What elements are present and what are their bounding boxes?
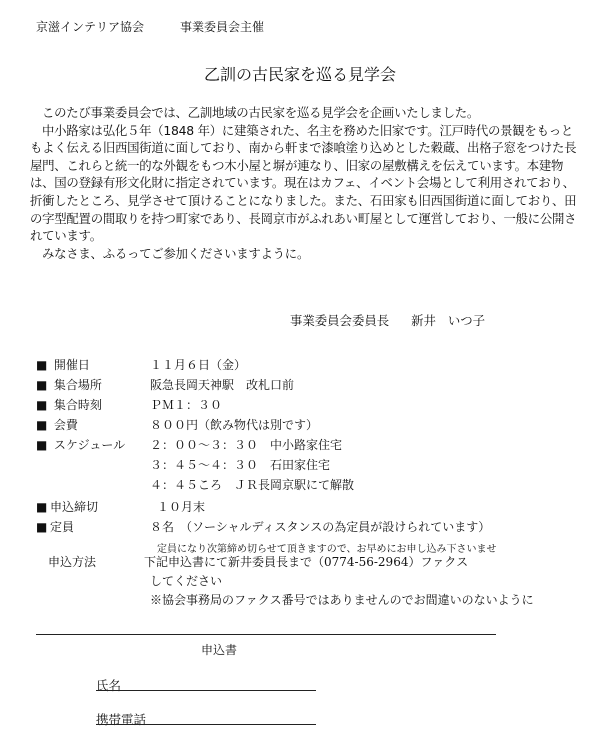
body-text bbox=[30, 104, 578, 262]
detail-date bbox=[36, 356, 90, 373]
detail-schedule bbox=[36, 436, 125, 453]
detail-date-value: １１月６日（金） bbox=[150, 358, 247, 372]
detail-schedule-label: スケジュール bbox=[53, 438, 126, 452]
signature-given-name: いつ子 bbox=[447, 313, 486, 328]
detail-capacity-note: 定員になり次第締め切らせて頂きますので、お早めにお申し込み下さいませ bbox=[157, 544, 497, 555]
phone-field[interactable] bbox=[96, 724, 316, 725]
detail-place-label: 集合場所 bbox=[53, 378, 102, 392]
detail-time bbox=[36, 396, 102, 413]
phone-label: 携帯電話 bbox=[96, 712, 147, 727]
application-line-1: 下記申込書にて新井委員長まで（0774-56-2964）ファクス bbox=[144, 555, 469, 569]
document-title: 乙訓の古民家を巡る見学会 bbox=[203, 65, 396, 84]
detail-time-label: 集合時刻 bbox=[53, 398, 102, 412]
bullet-icon: ■ bbox=[36, 398, 48, 412]
detail-deadline-value: １０月末 bbox=[157, 500, 206, 514]
body-paragraph-intro: このたび事業委員会では、乙訓地域の古民家を巡る見学会を企画いたしました。 bbox=[42, 105, 480, 120]
detail-fee-value: ８００円（飲み物代は別です） bbox=[150, 418, 319, 432]
detail-capacity-value: ８名 （ソーシャルディスタンスの為定員が設けられています） bbox=[150, 520, 491, 534]
bullet-icon: ■ bbox=[36, 438, 48, 452]
body-paragraph-closing: みなさま、ふるってご参加くださいますように。 bbox=[42, 245, 310, 261]
name-label: 氏名 bbox=[96, 678, 122, 693]
application-line-3: ※協会事務局のファクス番号ではありませんのでお間違いのないように bbox=[150, 593, 534, 607]
application-line-2: してください bbox=[150, 574, 223, 588]
bullet-icon: ■ bbox=[36, 418, 48, 432]
bullet-icon: ■ bbox=[36, 520, 48, 534]
detail-capacity-label: 定員 bbox=[50, 520, 75, 534]
schedule-item: ３：４５～４：３０ 石田家住宅 bbox=[150, 458, 331, 472]
detail-place bbox=[36, 376, 102, 393]
bullet-icon: ■ bbox=[36, 358, 48, 372]
bullet-icon: ■ bbox=[36, 500, 48, 514]
body-paragraph-description: 中小路家は弘化５年（1848 年）に建築された、名主を務めた旧家です。江戸時代の景観をもっともよく伝える旧西国街道に面しており、南から軒まで漆喰塗り込めとした穀蔵、出格子窓をつけた長屋門、これらと統一的な外観をもつ木小屋と塀が連なり、旧家の屋敷構えを伝えています。本建物は、国の登録有形文化財に指定されています。現在はカフェ、イベント会場として利用されており、折衝したところ、見学させて頂けることになりました。また、石田家も旧西国街道に面しており、田の字型配置の間取りを持つ町家であり、長岡京市がふれあい町屋として運営しており、一般に公開されています。 bbox=[30, 122, 577, 244]
signature bbox=[290, 311, 485, 329]
form-title: 申込書 bbox=[201, 643, 238, 657]
signature-title: 事業委員会委員長 bbox=[290, 313, 390, 328]
detail-deadline bbox=[36, 498, 98, 515]
schedule-item: ４：４５ころ ＪＲ長岡京駅にて解散 bbox=[150, 478, 355, 492]
detail-capacity bbox=[36, 518, 74, 535]
application-label: 申込方法 bbox=[48, 555, 97, 569]
name-field[interactable] bbox=[96, 690, 316, 691]
detail-date-label: 開催日 bbox=[53, 358, 90, 372]
bullet-icon: ■ bbox=[36, 378, 48, 392]
signature-surname: 新井 bbox=[411, 313, 436, 328]
detail-time-value: ＰＭ１：３０ bbox=[150, 398, 223, 412]
organization-name: 京滋インテリア協会 bbox=[36, 20, 145, 34]
detail-deadline-label: 申込締切 bbox=[50, 500, 99, 514]
host-committee: 事業委員会主催 bbox=[180, 20, 265, 34]
section-divider bbox=[36, 634, 496, 635]
detail-fee-label: 会費 bbox=[53, 418, 78, 432]
schedule-item: ２：００～３：３０ 中小路家住宅 bbox=[150, 438, 343, 452]
detail-fee bbox=[36, 416, 78, 433]
detail-place-value: 阪急長岡天神駅 改札口前 bbox=[150, 378, 295, 392]
